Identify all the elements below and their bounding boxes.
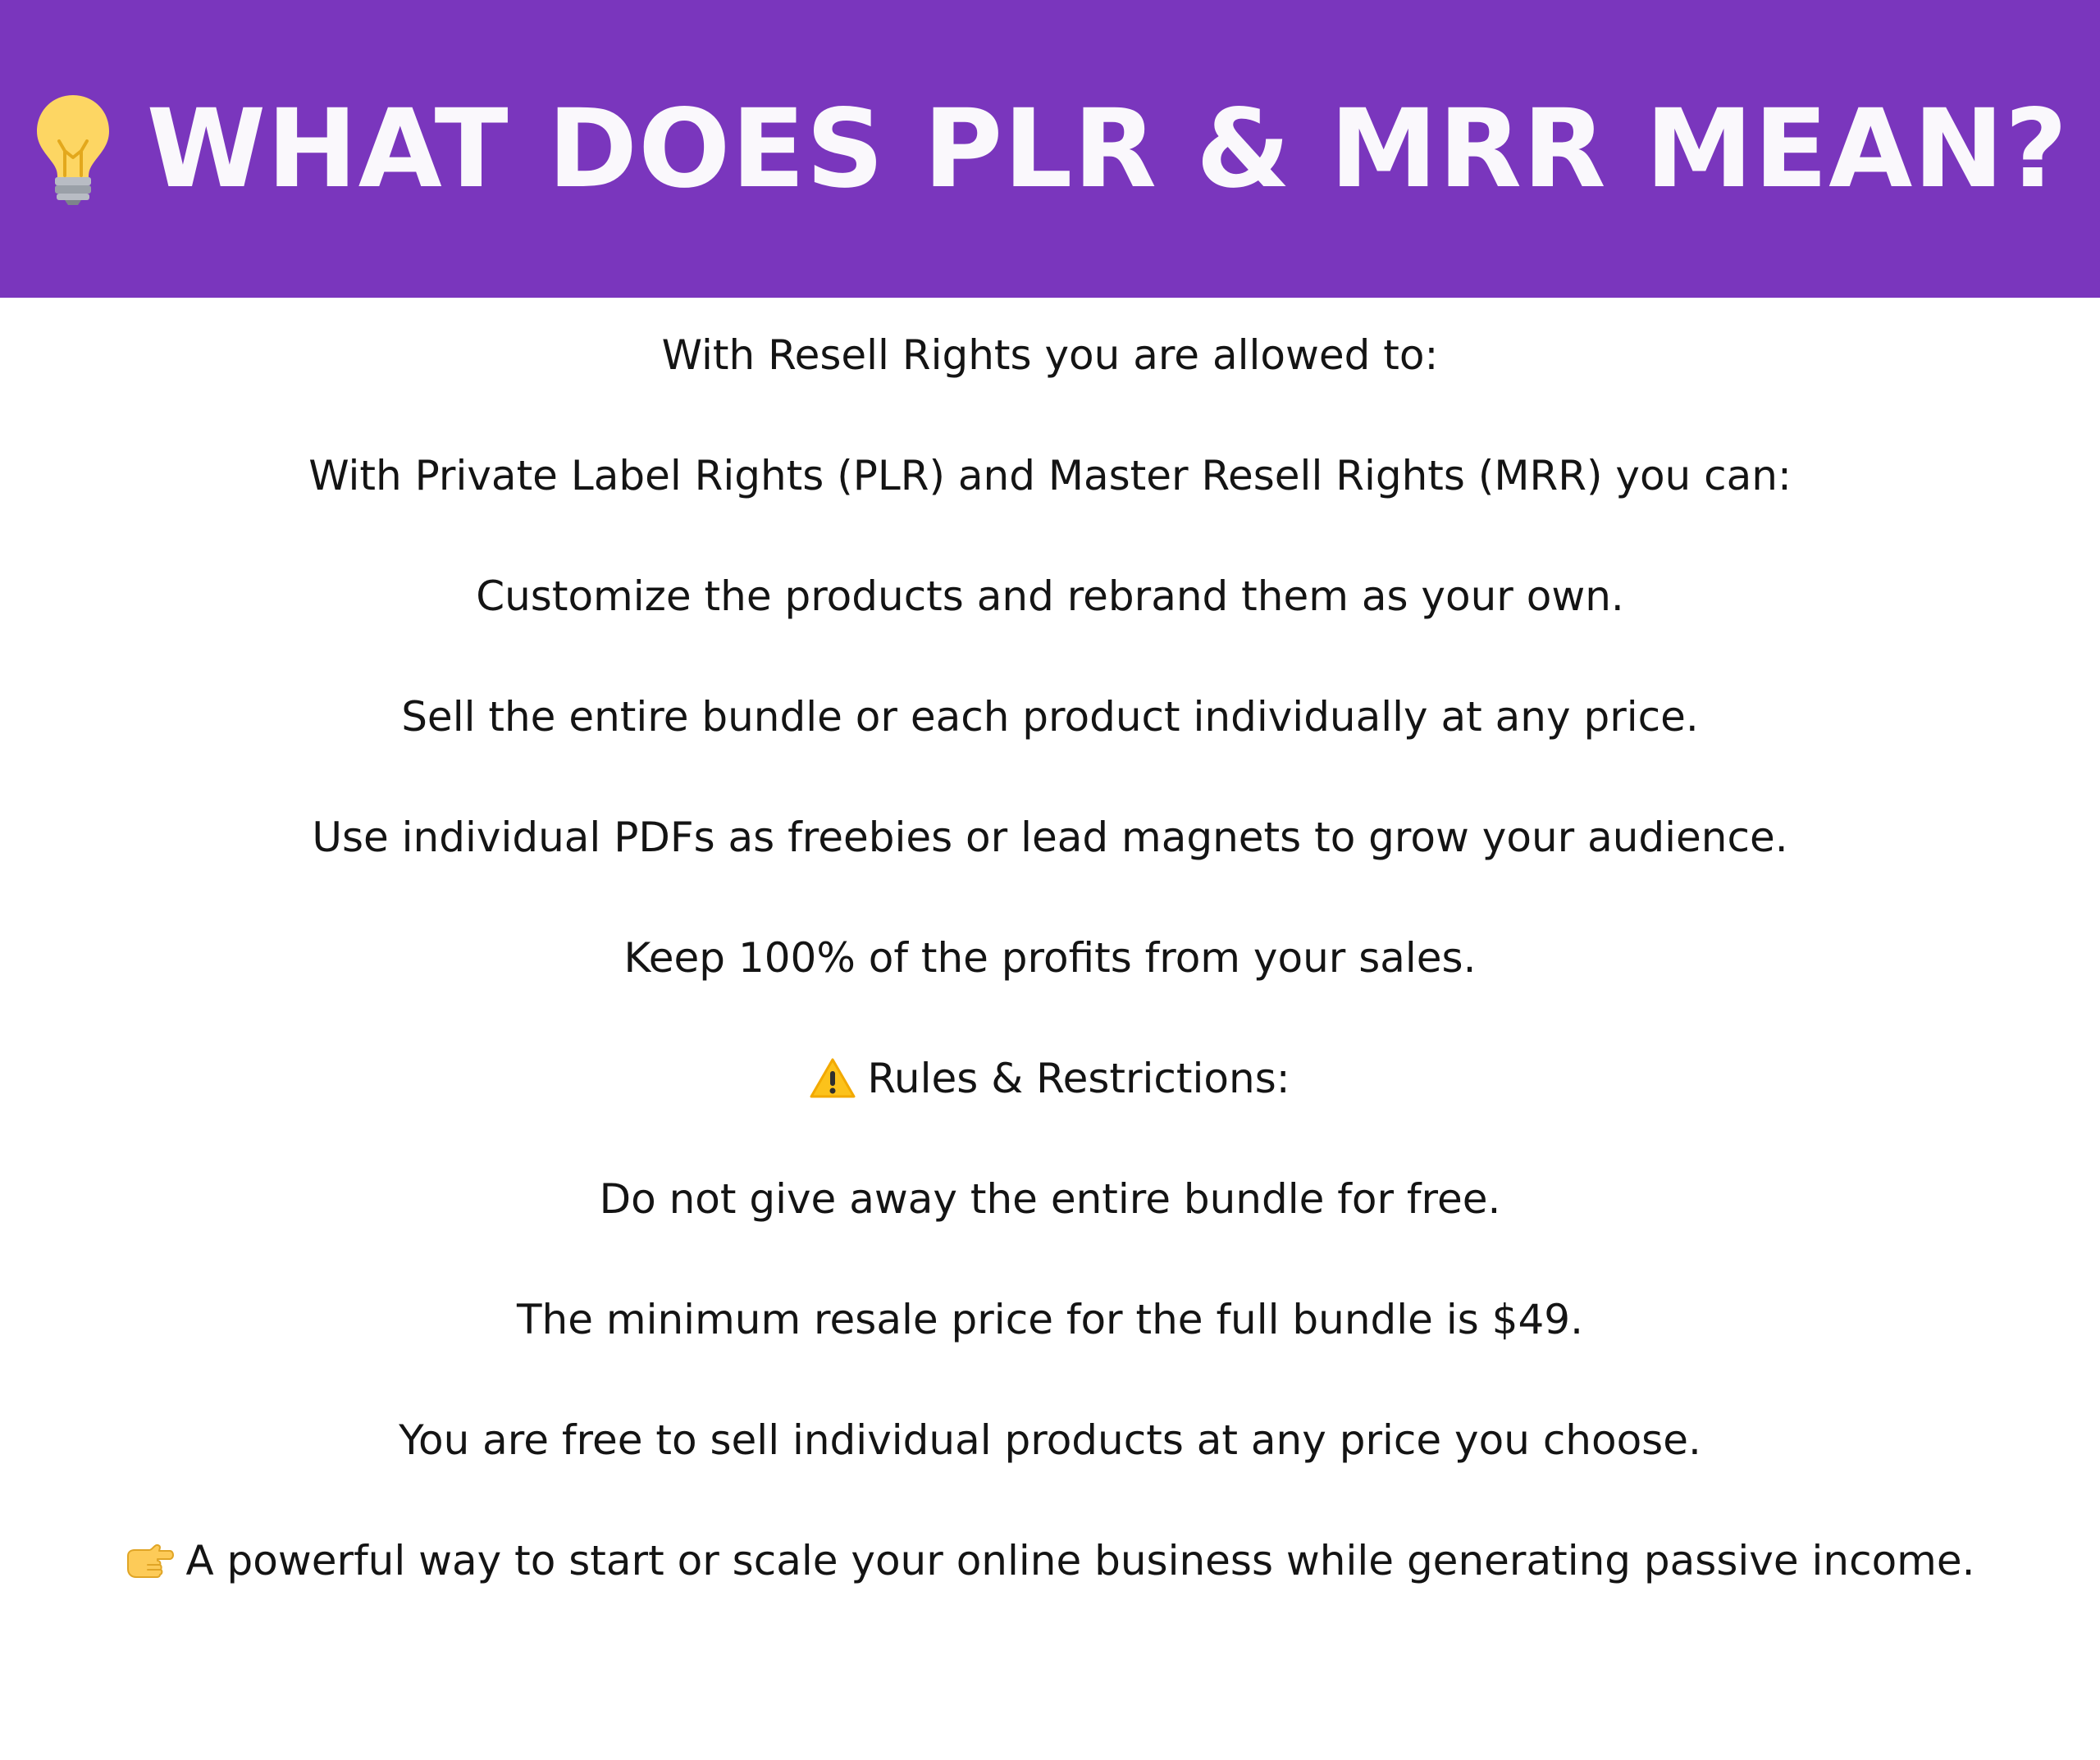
rules-heading (0, 1050, 2100, 1107)
list-item: Use individual PDFs as freebies or lead magnets to grow your audience. (312, 814, 1788, 861)
list-item: Keep 100% of the profits from your sales. (623, 934, 1477, 982)
closing-text: A powerful way to start or scale your online business while generating passive income. (185, 1537, 1975, 1584)
intro-line: With Resell Rights you are allowed to: (661, 331, 1439, 379)
closing-line (0, 1532, 2100, 1589)
rule-item: You are free to sell individual products at any price you choose. (399, 1416, 1701, 1464)
rule-item: The minimum resale price for the full bundle is $49. (517, 1296, 1583, 1343)
header-banner (0, 0, 2100, 298)
page-title: WHAT DOES PLR & MRR MEAN? (146, 85, 2069, 212)
pointing-hand-icon (125, 1543, 174, 1579)
rule-item: Do not give away the entire bundle for free. (599, 1175, 1501, 1223)
list-item: Sell the entire bundle or each product individually at any price. (401, 693, 1699, 741)
header-inner (32, 85, 2069, 212)
rules-heading-text: Rules & Restrictions: (867, 1055, 1290, 1102)
light-bulb-icon (32, 92, 114, 207)
list-item: Customize the products and rebrand them as your own. (476, 572, 1624, 620)
plr-mrr-line: With Private Label Rights (PLR) and Master Resell Rights (MRR) you can: (308, 452, 1792, 499)
warning-icon (810, 1058, 856, 1099)
